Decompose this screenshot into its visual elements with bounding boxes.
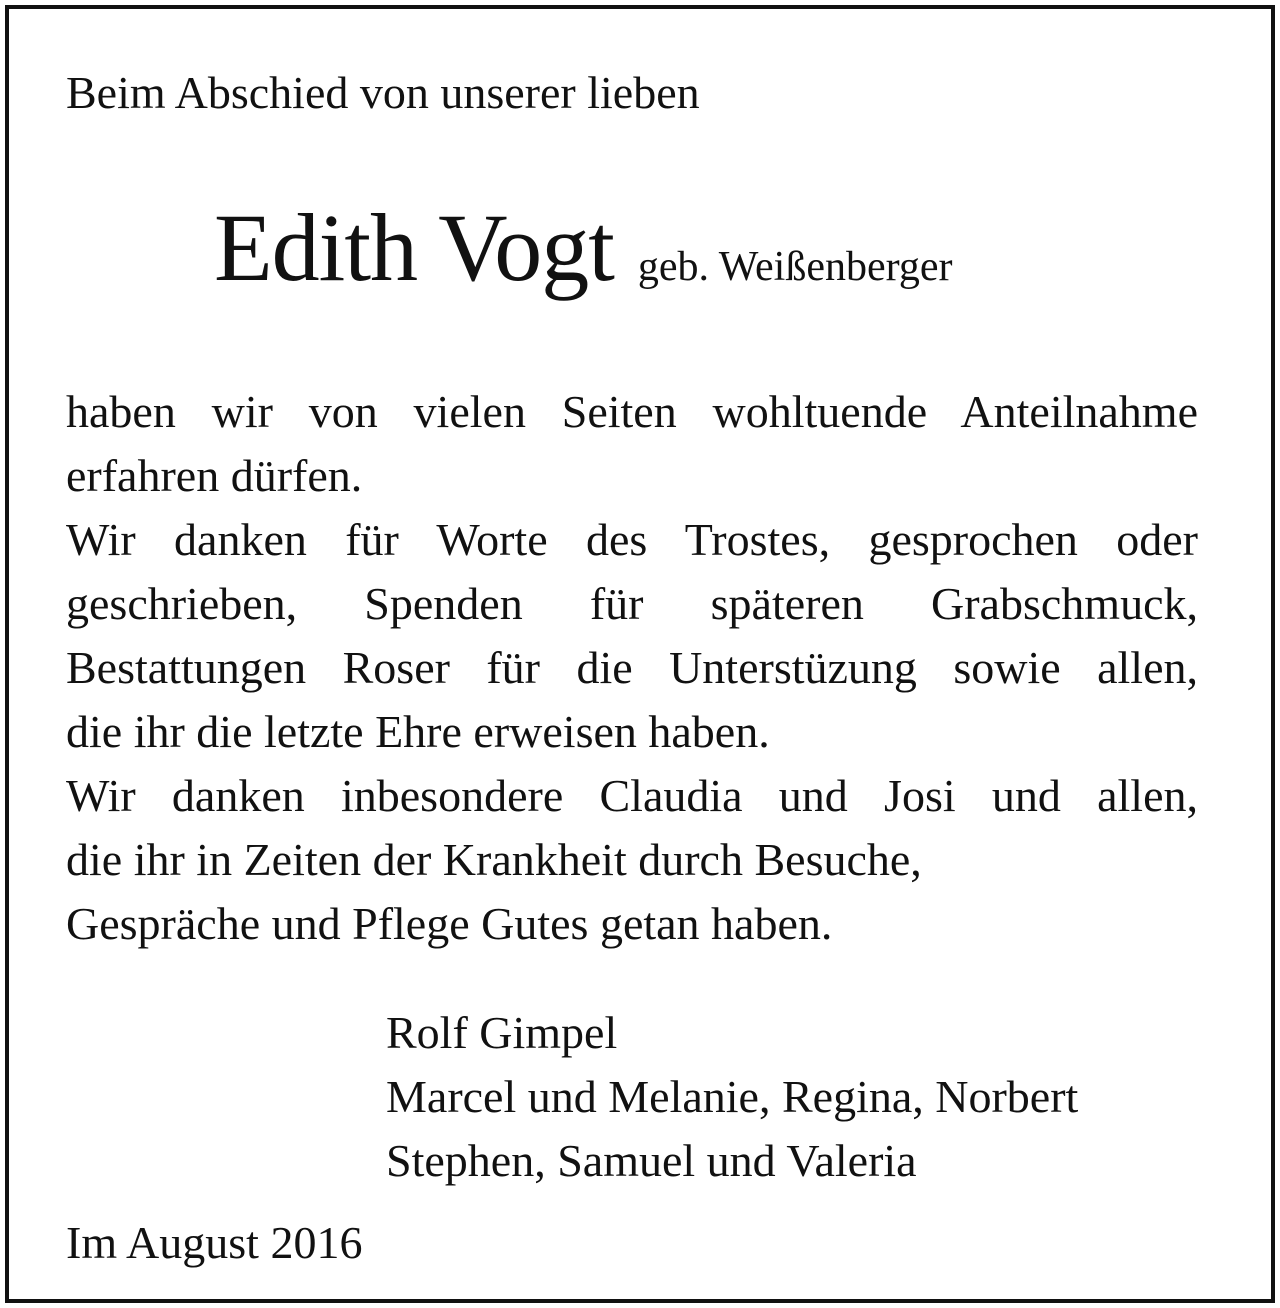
thank-you-text (66, 380, 1198, 956)
intro-text: Beim Abschied von unserer lieben (66, 67, 700, 118)
body-line: Wir danken für Worte des Trostes, gesprochen oder (66, 514, 1198, 565)
body-line: geschrieben, Spenden für späteren Grabschmuck, (66, 578, 1198, 629)
signers-list (386, 1001, 1078, 1193)
name-heading (214, 194, 953, 301)
body-line: Wir danken inbesondere Claudia und Josi und allen, (66, 770, 1198, 821)
signer-line: Rolf Gimpel (386, 1007, 618, 1058)
body-line: erfahren dürfen. (66, 450, 363, 501)
deceased-name: Edith Vogt (214, 194, 614, 301)
notice-date: Im August 2016 (66, 1217, 363, 1268)
maiden-name: geb. Weißenberger (637, 244, 953, 290)
body-line: haben wir von vielen Seiten wohltuende Anteilnahme (66, 386, 1198, 437)
body-line: Bestattungen Roser für die Unterstüzung sowie allen, (66, 642, 1198, 693)
body-line: Gespräche und Pflege Gutes getan haben. (66, 898, 833, 949)
signer-line: Marcel und Melanie, Regina, Norbert (386, 1071, 1079, 1122)
signer-line: Stephen, Samuel und Valeria (386, 1135, 917, 1186)
body-line: die ihr die letzte Ehre erweisen haben. (66, 706, 770, 757)
body-line: die ihr in Zeiten der Krankheit durch Besuche, (66, 834, 922, 885)
